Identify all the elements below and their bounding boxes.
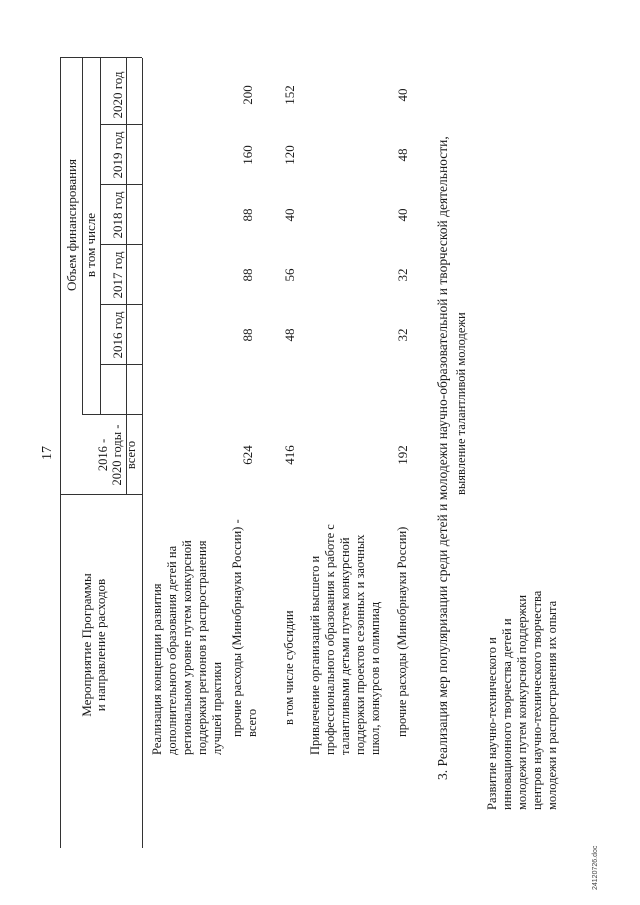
activity-higher-education-engagement: Привлечение организаций высшего и профессионального образования к работе с талантливыми детьми путем конкурсной поддержки проектов сезонных и заочных школ, конкурсов и олимпиад [308,524,382,755]
row4-2017: 32 [395,268,410,282]
header-activity: Мероприятие Программы и направление расходов [79,573,108,717]
row1-2019: 160 [240,145,255,165]
row2-2020: 152 [282,85,297,105]
table-right-border [60,57,142,58]
activity-including-subsidies: в том числе субсидии [282,610,296,725]
header-funding-volume: Объем финансирования [64,158,79,292]
header-bottom-border [142,58,143,848]
header-including-border [100,58,101,415]
table-top-border [60,58,61,848]
header-year-2020: 2020 год [110,71,125,119]
header-total: 2016 - 2020 годы - всего [96,424,138,486]
col-divider-total [82,414,142,415]
row2-2019: 120 [282,145,297,165]
row1-total: 624 [240,445,255,465]
row1-2020: 200 [240,85,255,105]
page-number: 17 [40,446,55,460]
row4-2018: 40 [395,208,410,222]
activity-other-expenses: прочие расходы (Минобрнауки России) [395,526,409,737]
section-title: 3. Реализация мер популяризации среди детей и молодежи научно-образовательной и творческой деятельности, [435,136,450,780]
activity-other-expenses-total: прочие расходы (Минобрнауки России) - всего [230,519,259,737]
header-including: в том числе [83,212,98,278]
activity-scientific-technical-creativity: Развитие научно-технического и инновационного творчества детей и молодежи путем конкурсной поддержки центров научно-технического творчества молодежи и распространения их опыта [485,590,559,810]
col-divider-activity [60,494,142,495]
header-year-2018: 2018 год [110,191,125,239]
row2-total: 416 [282,445,297,465]
activity-regional-concept: Реализация концепции развития дополнительного образования детей на региональном уровне путем конкурсной поддержки регионов и распространения лучшей практики [150,540,224,755]
row2-2018: 40 [282,208,297,222]
row4-2019: 48 [395,148,410,162]
footer-document-code: 24120726.doc [592,845,599,890]
row4-total: 192 [395,445,410,465]
row1-2018: 88 [240,208,255,222]
row2-2017: 56 [282,268,297,282]
row1-2017: 88 [240,268,255,282]
header-year-2019: 2019 год [110,131,125,179]
header-year-2017: 2017 год [110,251,125,299]
row4-2020: 40 [395,88,410,102]
row2-2016: 48 [282,328,297,342]
section-subtitle: выявление талантливой молодежи [454,312,468,495]
row4-2016: 32 [395,328,410,342]
row1-2016: 88 [240,328,255,342]
header-year-2016: 2016 год [110,311,125,359]
